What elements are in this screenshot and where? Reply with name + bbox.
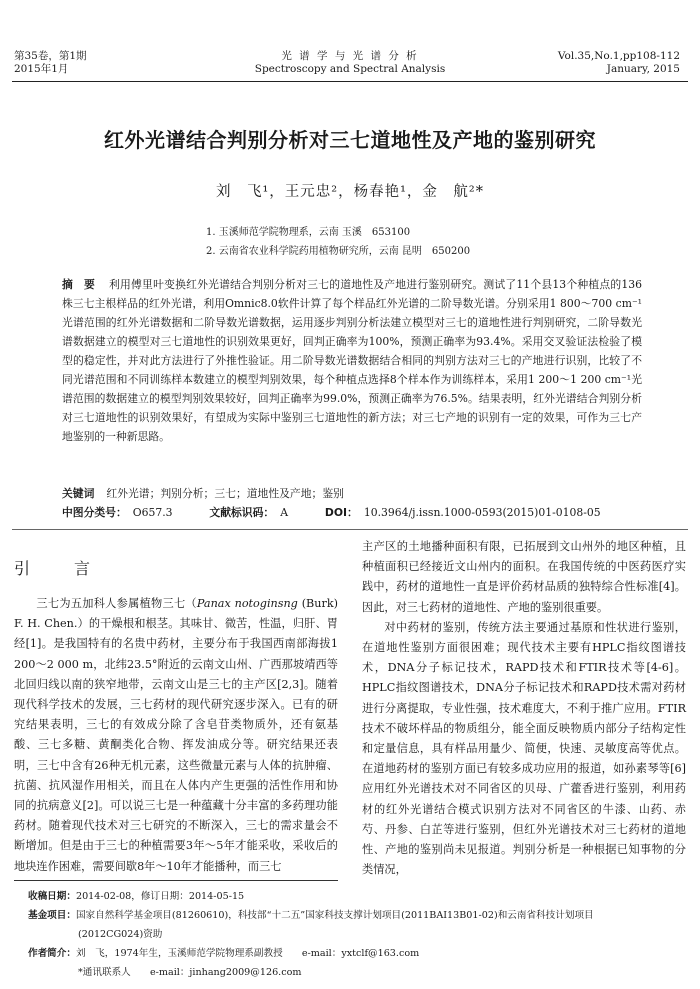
paper-title: 红外光谱结合判别分析对三七道地性及产地的鉴别研究 xyxy=(104,128,596,152)
corresponding-author: *通讯联系人 e-mail：jinhang2009@126.com xyxy=(78,967,302,978)
volume-issue: 第35卷，第1期 xyxy=(14,50,87,62)
fund-info xyxy=(28,906,688,925)
author-bio-text: 刘 飞，1974年生，玉溪师范学院物理系副教授 e-mail：yxtclf@163.com xyxy=(75,948,420,959)
body-column-right xyxy=(362,537,686,880)
keywords xyxy=(62,484,642,503)
fund-label: 基金项目： xyxy=(28,910,76,921)
intro-heading: 引 言 xyxy=(14,559,105,578)
keywords-label: 关键词 xyxy=(62,487,95,500)
abstract xyxy=(62,275,642,446)
volume-pages: Vol.35,No.1,pp108-112 xyxy=(557,50,680,62)
publication-month: January, 2015 xyxy=(606,63,680,75)
doi-value[interactable]: 10.3964/j.issn.1000-0593(2015)01-0108-05 xyxy=(363,506,601,519)
abstract-text: 利用傅里叶变换红外光谱结合判别分析对三七的道地性及产地进行鉴别研究。测试了11个县13个种植点的136株三七主根样品的红外光谱，利用Omnic8.0软件计算了每个样品红外光谱的二阶导数光谱。分别采用1 800～700 cm⁻¹光谱范围的红外光谱数据和二阶导数光谱数据，运用逐步判别分析法建立模型对三七的道地性进行判别研究，二阶导数光谱数据建立的模型对三七道地性的识别效果更好，回判正确率为100%，预测正确率为93.4%。采用交叉验证法检验了模型的稳定性，并对此方法进行了外推性验证。用二阶导数光谱数据结合相同的判别方法对三七的产地进行识别，比较了不同光谱范围和不同训练样本数建立的模型判别效果，每个种植点选择8个样本作为训练样本，采用1 200～1 200 cm⁻¹光谱范围的数据建立的模型判别效果较好，回判正确率为99.0%，预测正确率为76.5%。结果表明，红外光谱结合判别分析对三七道地性的识别效果好，有望成为实际中鉴别三七道地性的新方法；对三七产地的识别有一定的效果，可作为三七产地鉴别的一种新思路。 xyxy=(62,278,642,443)
intro-paragraph-1 xyxy=(14,594,338,877)
author-bio-label: 作者简介： xyxy=(28,948,76,959)
intro-para1-rest: (Burk) F. H. Chen.）的干燥根和根茎。其味甘、微苦，性温，归肝、胃经[1]。是我国特有的名贵中药材，主要分布于我国西南部海拔1 200～2 000 m，北纬23.5°附近的云南文山州、广西那坡靖西等北回归线以南的狭窄地带，云南文山是三七的主产区[2,3]。随着现代科学技术的发展，三七药材的现代研究逐步深入。已有的研究结果表明，三七的有效成分除了含皂苷类物质外，还有氨基酸、三七多糖、黄酮类化合物、挥发油成分等。研究结果还表明，三七中含有26种无机元素，这些微量元素与人体的抗肿瘤、抗菌、抗风湿作用相关，而且在人体内产生更强的活性作用和协同的抗病意义[2]。可以说三七是一种蕴藏十分丰富的多药理功能药材。随着现代技术对三七研究的不断深入，三七的需求量会不断增加。但是由于三七的种植需要3年～5年才能采收，采收后的地块连作困难，需要间歇8年～10年才能播种，而三七 xyxy=(14,597,338,873)
author-bio xyxy=(28,944,688,963)
header-divider xyxy=(12,81,688,82)
affiliation-1: 1. 玉溪师范学院物理系，云南 玉溪 653100 xyxy=(206,227,411,238)
fund-text: 国家自然科学基金项目(81260610)，科技部“十二五”国家科技支撑计划项目(2011BAI13B01-02)和云南省科技计划项目 xyxy=(75,910,594,921)
doc-code-label: 文献标识码： xyxy=(209,506,275,519)
doi-label: DOI： xyxy=(324,506,358,519)
author-list: 刘 飞¹，王元忠²，杨春艳¹，金 航²* xyxy=(216,184,484,200)
abstract-label: 摘 要 xyxy=(62,278,96,291)
affiliations xyxy=(206,223,470,261)
journal-pages-info xyxy=(558,50,680,76)
right-paragraph-2: 对中药材的鉴别，传统方法主要通过基原和性状进行鉴别，在道地性鉴别方面很困难；现代技术主要有HPLC指纹图谱技术，DNA分子标记技术，RAPD技术和FTIR技术等[4-6]。HPLC指纹图谱技术，DNA分子标记技术和RAPD技术需对药材进行分离提取，专业性强，技术难度大，不利于推广应用。FTIR技术不破坏样品的物质组分，能全面反映物质内部分子结构定性和定量信息，具有样品用量少、简便，快速、灵敏度高等优点。在道地药材的鉴别方面已有较多成功应用的报道，如孙素琴等[6]应用红外光谱技术对不同省区的贝母、广藿香进行鉴别，利用药材的红外光谱结合模式识别方法对不同省区的牛漆、山药、赤芍、丹参、白芷等进行鉴别，但红外光谱技术对三七药材的道地性、产地的鉴别尚未见报道。判别分析是一种根据已知事物的分类情况， xyxy=(362,620,686,877)
received-date xyxy=(28,887,688,906)
right-paragraph-1: 主产区的土地播种面积有限，已拓展到文山州外的地区种植，且种植面积已经接近文山州内的面积。在我国传统的中医药医疗实践中，药材的道地性一直是评价药材品质的独特综合性标准[4]。因此，对三七药材的道地性、产地的鉴别很重要。 xyxy=(362,540,686,614)
received-label: 收稿日期： xyxy=(28,891,76,902)
footnote-divider xyxy=(14,880,338,881)
footnotes xyxy=(28,887,688,982)
classification-line xyxy=(62,503,662,522)
issue-date: 2015年1月 xyxy=(14,63,69,75)
affiliation-2: 2. 云南省农业科学院药用植物研究所，云南 昆明 650200 xyxy=(206,246,471,257)
latin-name: Panax notoginsng xyxy=(196,597,298,610)
fund-info-cont: (2012CG024)资助 xyxy=(78,929,163,940)
keywords-text: 红外光谱；判别分析；三七；道地性及产地；鉴别 xyxy=(106,487,344,500)
body-column-left xyxy=(14,594,338,877)
journal-name-en: Spectroscopy and Spectral Analysis xyxy=(254,63,446,75)
clc-value: O657.3 xyxy=(132,506,173,519)
received-text: 2014-02-08，修订日期：2014-05-15 xyxy=(75,891,245,902)
section-divider xyxy=(12,529,688,530)
clc-label: 中图分类号： xyxy=(62,506,127,519)
journal-name-cn: 光 谱 学 与 光 谱 分 析 xyxy=(281,50,419,62)
intro-para1-start: 三七为五加科人参属植物三七（ xyxy=(36,597,197,610)
doc-code-value: A xyxy=(280,506,289,519)
